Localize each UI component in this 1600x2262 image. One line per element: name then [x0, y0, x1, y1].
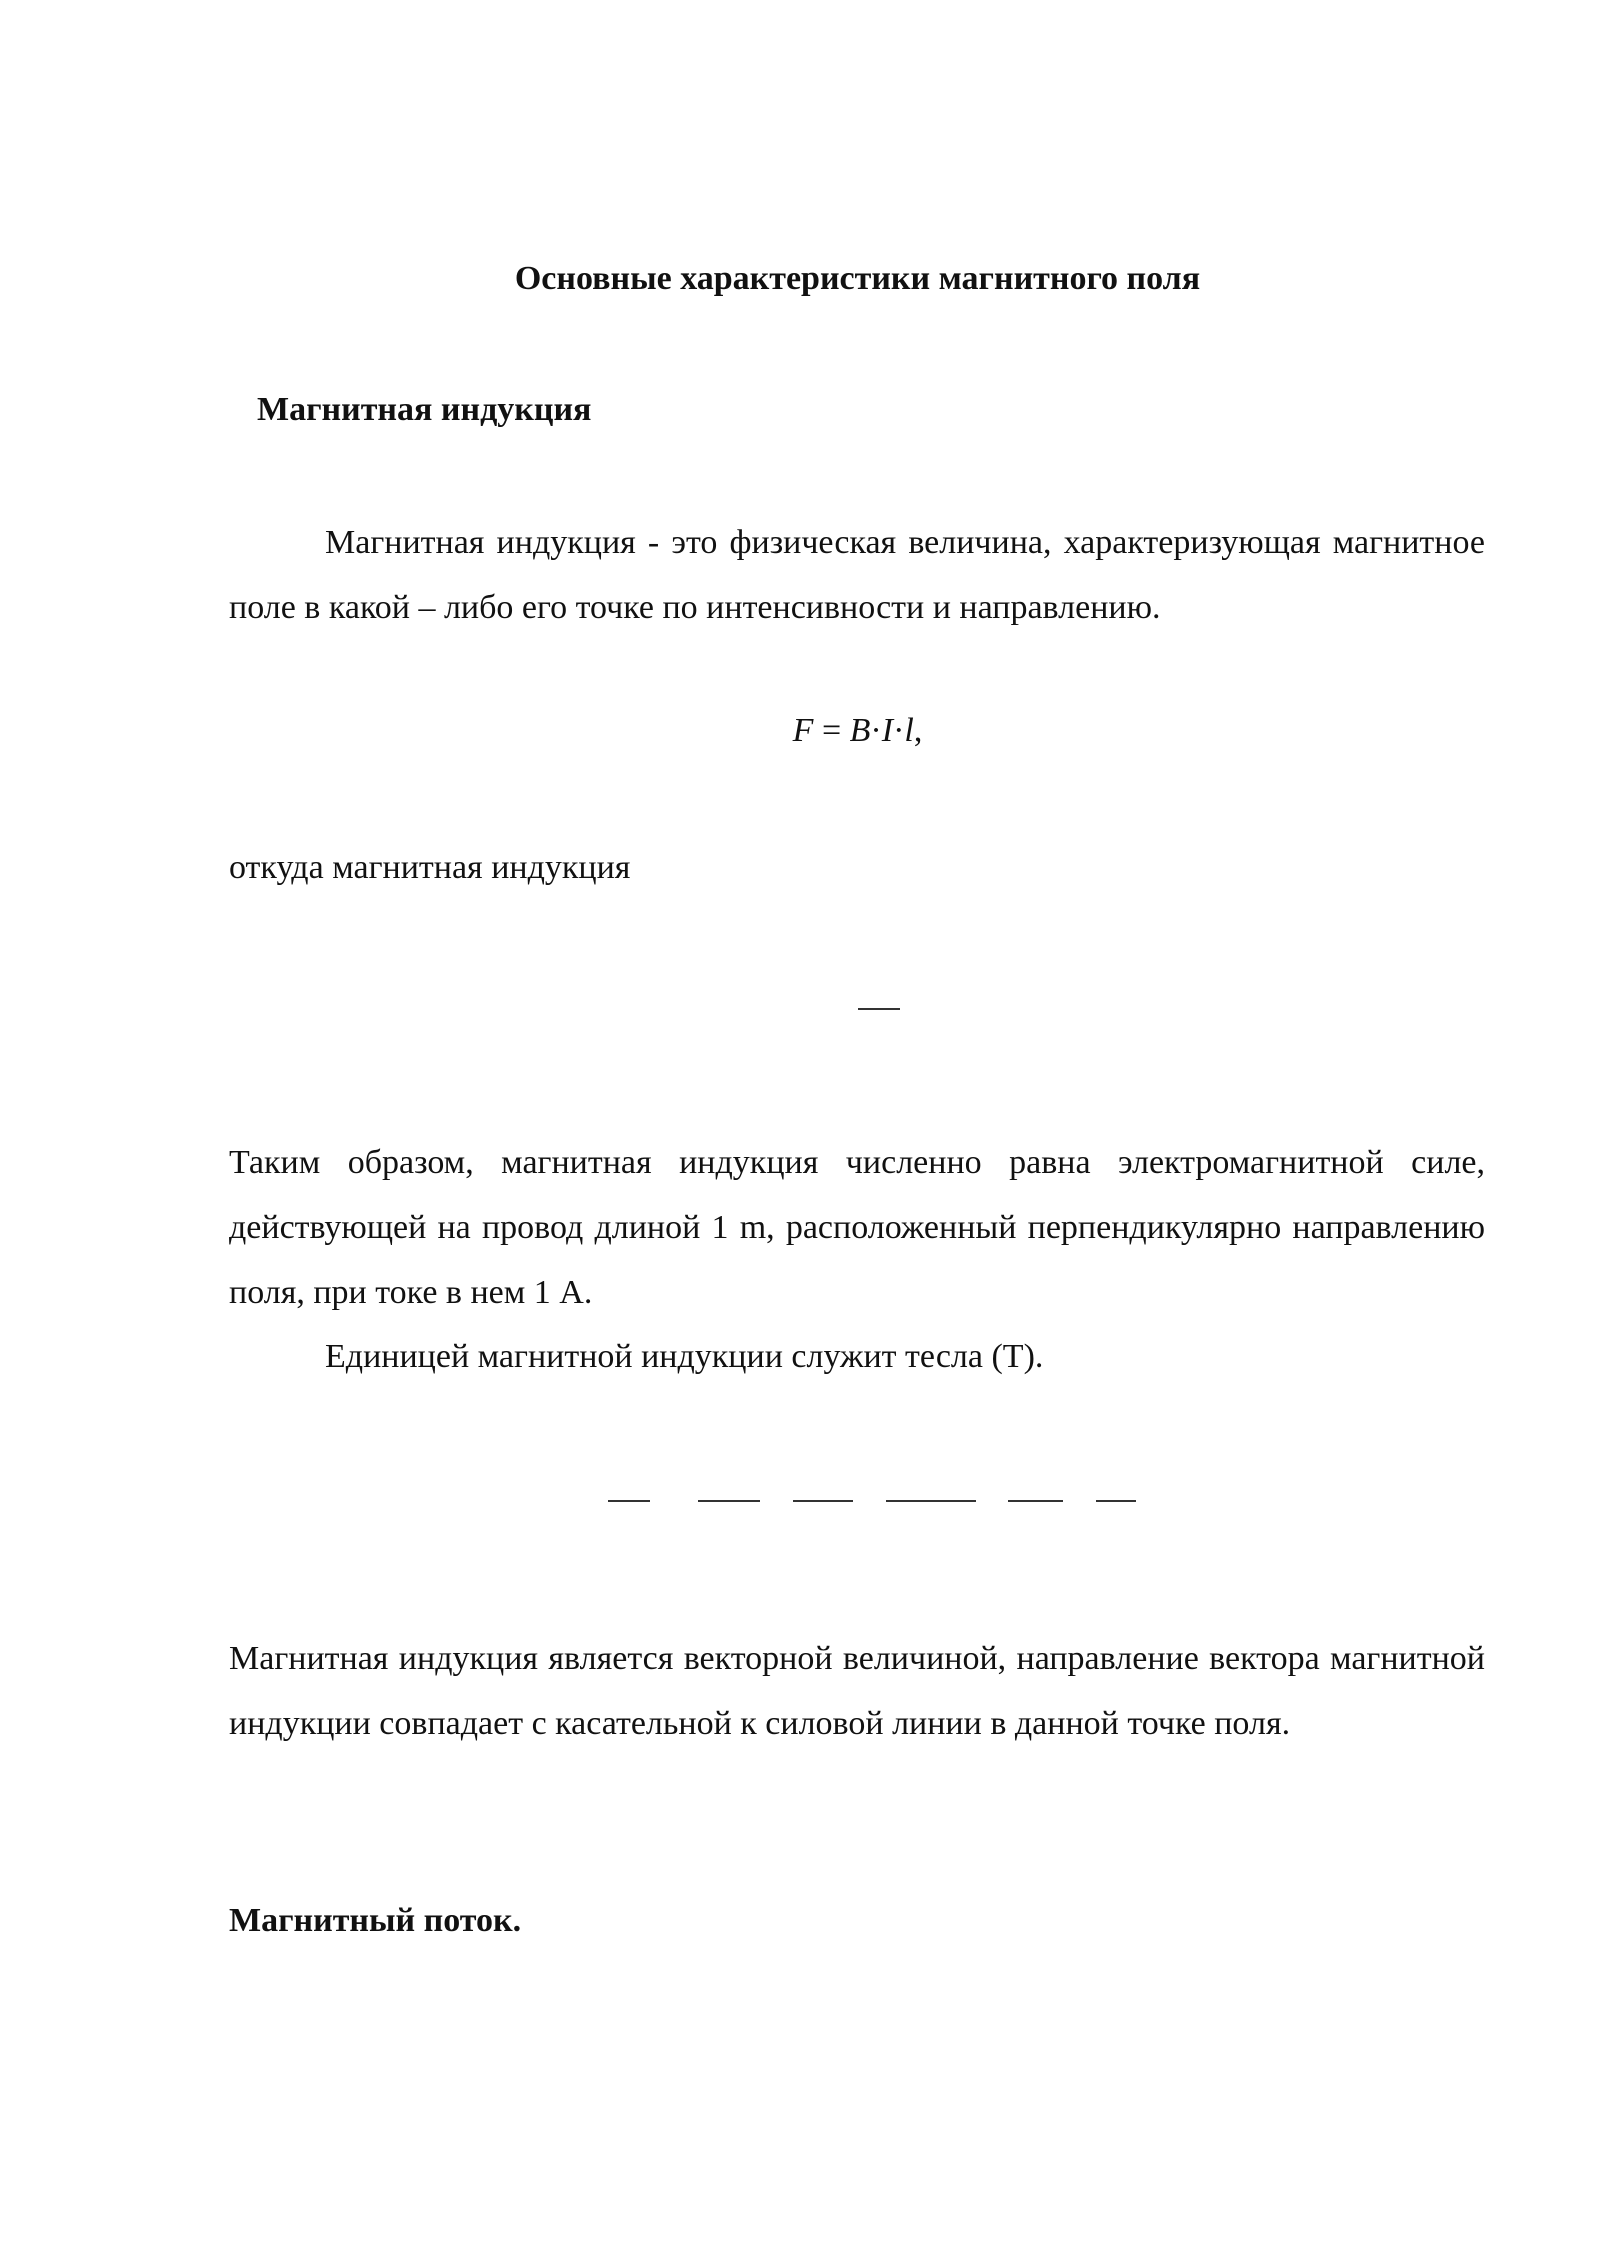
- vector-paragraph: Магнитная индукция является векторной величиной, направление вектора магнитной индукции совпадает с касательной к силовой линии в данной точке поля.: [229, 1640, 1485, 1742]
- unit-fraction-bar-2: [698, 1500, 760, 1502]
- definition-paragraph: Магнитная индукция - это физическая величина, характеризующая магнитное поле в какой – либо его точке по интенсивности и направлению.: [229, 524, 1485, 626]
- page-title: Основные характеристики магнитного поля: [514, 260, 1201, 297]
- formula-dot-1: ·: [870, 712, 882, 749]
- unit-fraction-bar-5: [1008, 1500, 1063, 1502]
- formula-comma: ,: [913, 712, 923, 749]
- unit-fraction-bar-3: [793, 1500, 853, 1502]
- thus-paragraph: Таким образом, магнитная индукция численно равна электромагнитной силе, действующей на провод длиной 1 m, расположенный перпендикулярно направлению поля, при токе в нем 1 А.: [229, 1144, 1485, 1311]
- formula-dot-2: ·: [893, 712, 905, 749]
- unit-fraction-bar-1: [608, 1500, 650, 1502]
- section-heading-magnetic-induction: Магнитная индукция: [257, 391, 592, 428]
- unit-paragraph: Единицей магнитной индукции служит тесла (Т).: [325, 1338, 1044, 1375]
- section-heading-magnetic-flux: Магнитный поток.: [229, 1902, 522, 1939]
- formula-f: F: [792, 712, 814, 749]
- unit-fraction-bar-4: [886, 1500, 976, 1502]
- formula-equals: =: [813, 712, 850, 749]
- formula-l: l: [904, 712, 914, 749]
- unit-fraction-bar-6: [1096, 1500, 1136, 1502]
- formula-b: B: [849, 712, 871, 749]
- formula-i: I: [881, 712, 894, 749]
- whence-paragraph: откуда магнитная индукция: [229, 849, 631, 886]
- force-formula: [230, 707, 1485, 755]
- fraction-bar: [858, 1008, 900, 1010]
